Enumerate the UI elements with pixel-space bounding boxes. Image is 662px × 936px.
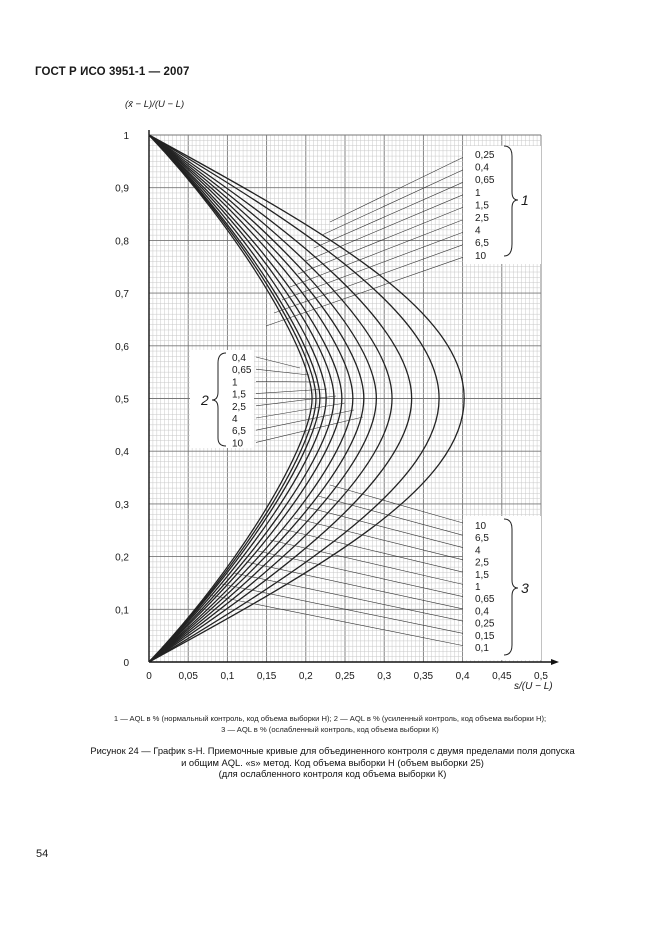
x-tick-label: 0,5: [534, 671, 548, 682]
group-2-label: 1,5: [232, 389, 246, 401]
x-tick-label: 0,25: [335, 671, 355, 682]
group-3-label: 4: [475, 545, 481, 557]
group-1-leader-line: [274, 242, 470, 313]
x-tick-label: 0,1: [220, 671, 235, 682]
y-tick-label: 0: [123, 658, 129, 669]
group-2-label: 0,4: [232, 353, 246, 364]
x-axis-label: s/(U − L): [514, 681, 553, 692]
x-tick-label: 0,05: [178, 671, 198, 682]
x-tick-label: 0,4: [455, 671, 470, 682]
caption-line-1: Рисунок 24 — График s-Н. Приемочные кривые для объединенного контроля с двумя пределами поля допуска: [90, 745, 575, 756]
group-3-label: 1,5: [475, 569, 489, 581]
document-header: ГОСТ Р ИСО 3951-1 — 2007: [35, 66, 190, 78]
group-3-label: 0,1: [475, 643, 489, 654]
group-1-label: 6,5: [475, 238, 489, 250]
group-1-label: 0,25: [475, 150, 495, 161]
group-2-label: 1: [232, 377, 238, 389]
x-tick-label: 0,15: [256, 671, 277, 682]
group-3-marker: 3: [521, 580, 529, 596]
page-number: 54: [36, 848, 49, 860]
note-line-2: 3 — AQL в % (ослабленный контроль, код объема выборки К): [221, 725, 439, 734]
group-2-label: 2,5: [232, 401, 246, 413]
y-tick-label: 0,6: [115, 341, 129, 353]
y-tick-label: 0,8: [115, 236, 129, 248]
group-3-label: 6,5: [475, 533, 489, 545]
x-axis-arrow: [551, 659, 559, 665]
group-2-leader-line: [256, 396, 336, 406]
group-2-leader-line: [256, 381, 318, 382]
group-1-marker: 1: [521, 192, 529, 208]
caption-line-3: (для ослабленного контроля код объема выборки К): [218, 768, 447, 779]
caption-line-2: и общим AQL. «s» метод. Код объема выборки Н (объем выборки 25): [181, 756, 484, 768]
group-3-label: 0,4: [475, 606, 489, 618]
figure-caption: [40, 745, 625, 780]
group-1-label: 0,4: [475, 162, 489, 174]
group-1-label: 4: [475, 225, 481, 237]
group-3-label: 0,65: [475, 594, 495, 606]
group-1-label: 10: [475, 250, 487, 262]
group-3-leader-line: [234, 573, 470, 623]
group-3-leader-line: [246, 562, 470, 610]
group-2-marker: 2: [201, 392, 209, 408]
y-tick-label: 0,4: [115, 447, 129, 459]
x-tick-label: 0: [146, 671, 152, 682]
x-tick-label: 0,45: [492, 671, 512, 682]
group-1-label: 0,65: [475, 175, 495, 187]
group-3-label: 1: [475, 582, 481, 593]
group-3-label: 0,25: [475, 618, 495, 630]
group-2-label: 0,65: [232, 365, 252, 377]
group-2-label: 10: [232, 438, 244, 450]
y-tick-label: 0,7: [115, 289, 129, 301]
group-1-label: 1: [475, 187, 481, 199]
group-3-leader-line: [270, 540, 470, 586]
group-2-label: 4: [232, 414, 238, 425]
x-tick-label: 0,2: [298, 671, 313, 682]
group-3-label: 10: [475, 521, 487, 532]
y-tick-label: 0,3: [115, 499, 129, 511]
y-tick-label: 0,5: [115, 394, 129, 406]
x-tick-label: 0,3: [377, 671, 392, 682]
y-axis-label: (x̄ − L)/(U − L): [125, 99, 185, 110]
note-line-1: 1 — AQL в % (нормальный контроль, код объема выборки Н); 2 — AQL в % (усиленный контроль, код объема выборки Н);: [113, 714, 547, 723]
group-2-label: 6,5: [232, 426, 246, 438]
group-3-label: 0,15: [475, 630, 495, 642]
y-tick-label: 1: [123, 131, 129, 142]
y-tick-label: 0,1: [115, 605, 129, 617]
group-3-leader-line: [258, 551, 470, 598]
group-1-label: 2,5: [475, 213, 489, 224]
y-tick-label: 0,2: [115, 552, 129, 564]
y-tick-label: 0,9: [115, 183, 129, 195]
group-3-label: 2,5: [475, 557, 489, 569]
figure-notes: [30, 713, 630, 735]
group-3-leader-line: [294, 518, 470, 562]
x-tick-label: 0,35: [413, 671, 434, 682]
group-1-label: 1,5: [475, 200, 489, 212]
